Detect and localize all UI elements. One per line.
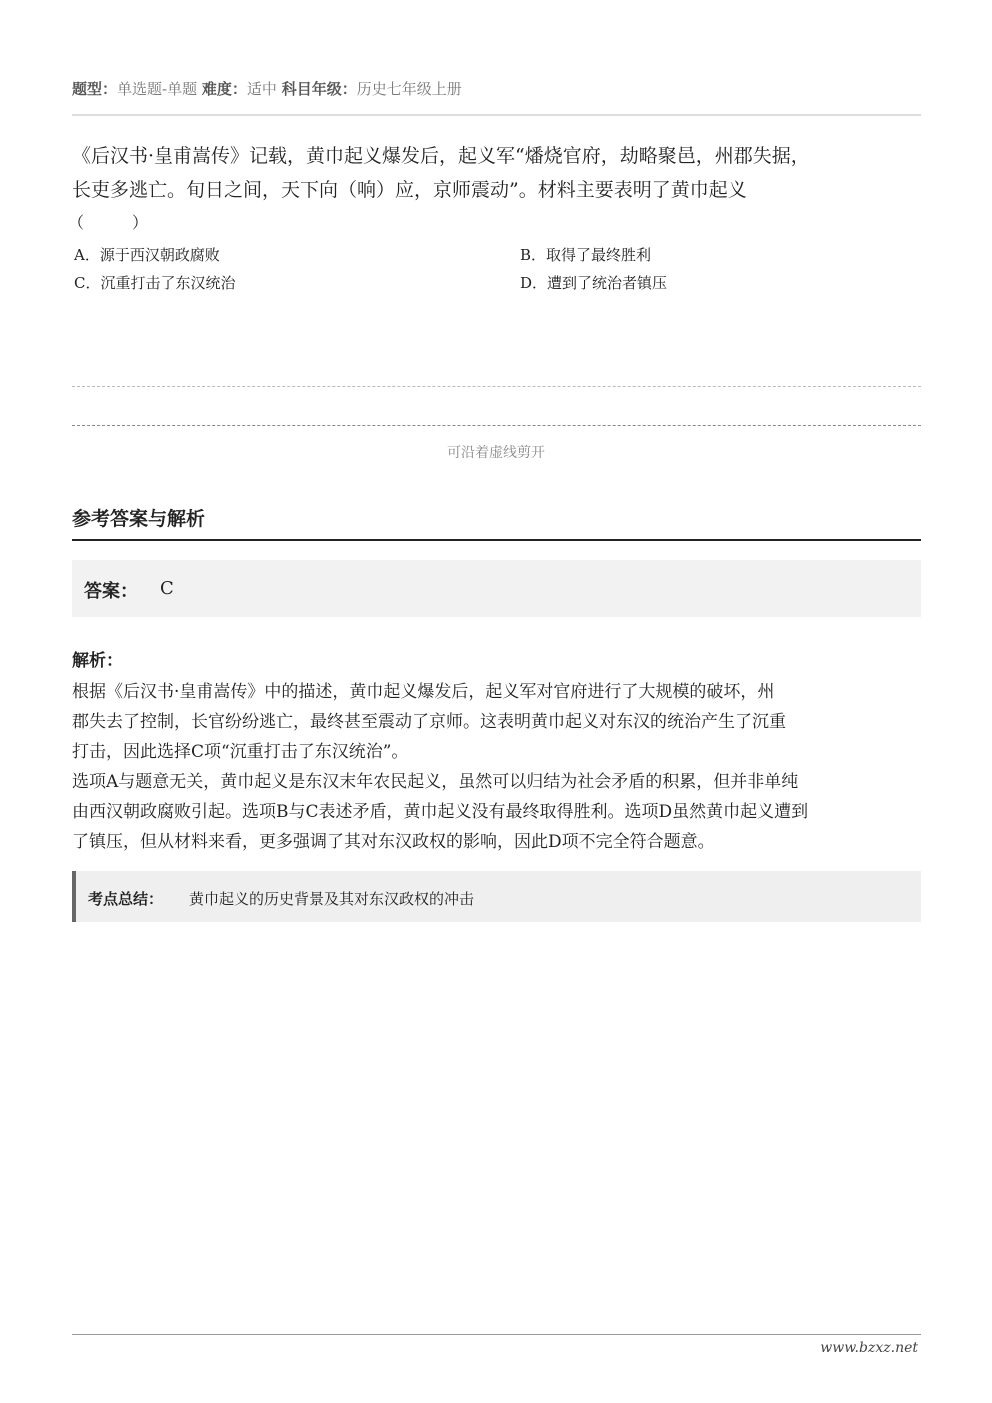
- answer-label: 答案：: [84, 581, 138, 602]
- difficulty-label: 难度：: [201, 80, 247, 98]
- difficulty-value: 适中: [246, 80, 277, 98]
- answer-blank: （ ）: [68, 213, 149, 232]
- footer-site: www.bzxz.net: [820, 1340, 918, 1356]
- option-b: B．取得了最终胜利: [520, 246, 652, 264]
- summary-value: 黄巾起义的历史背景及其对东汉政权的冲击: [189, 890, 475, 908]
- answer-box: [72, 560, 921, 617]
- cut-line: [72, 425, 921, 426]
- question-meta: [72, 78, 462, 99]
- option-c: C．沉重打击了东汉统治: [74, 274, 236, 292]
- analysis-line: 选项A与题意无关，黄巾起义是东汉末年农民起义，虽然可以归结为社会矛盾的积累，但并非单纯: [72, 772, 799, 792]
- question-line: 长吏多逃亡。旬日之间，天下向（响）应，京师震动”。材料主要表明了黄巾起义: [72, 179, 747, 201]
- analysis-line: 由西汉朝政腐败引起。选项B与C表述矛盾，黄巾起义没有最终取得胜利。选项D虽然黄巾起义遭到: [72, 802, 809, 822]
- answer-section-title: 参考答案与解析: [72, 508, 206, 530]
- divider: [72, 114, 921, 116]
- subject-value: 历史七年级上册: [356, 80, 462, 98]
- analysis-line: 郡失去了控制，长官纷纷逃亡，最终甚至震动了京师。这表明黄巾起义对东汉的统治产生了沉重: [72, 712, 786, 732]
- answer-value: C: [160, 578, 174, 599]
- question-line: 《后汉书·皇甫嵩传》记载，黄巾起义爆发后，起义军“燔烧官府，劫略聚邑，州郡失据，: [72, 145, 810, 167]
- type-value: 单选题-单题: [117, 80, 198, 98]
- summary-label: 考点总结：: [88, 890, 164, 908]
- analysis-line: 了镇压，但从材料来看，更多强调了其对东汉政权的影响，因此D项不完全符合题意。: [72, 832, 715, 852]
- analysis-label: 解析：: [72, 651, 123, 671]
- dashed-line: [72, 386, 921, 387]
- cut-hint: 可沿着虚线剪开: [447, 445, 545, 461]
- subject-label: 科目年级：: [281, 80, 357, 98]
- summary-box: [72, 871, 921, 922]
- divider: [72, 539, 921, 541]
- footer-divider: [72, 1334, 921, 1335]
- analysis-line: 打击，因此选择C项“沉重打击了东汉统治”。: [72, 742, 409, 762]
- analysis-line: 根据《后汉书·皇甫嵩传》中的描述，黄巾起义爆发后，起义军对官府进行了大规模的破坏，州: [72, 682, 775, 702]
- option-a: A．源于西汉朝政腐败: [74, 246, 220, 264]
- option-d: D．遭到了统治者镇压: [520, 274, 668, 292]
- type-label: 题型：: [72, 80, 118, 98]
